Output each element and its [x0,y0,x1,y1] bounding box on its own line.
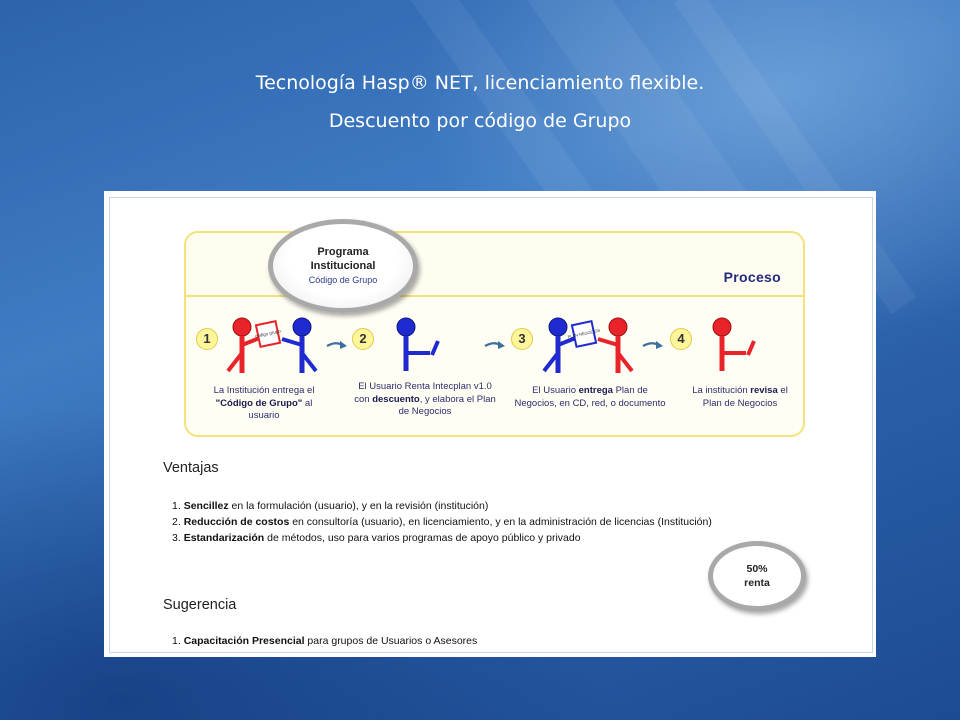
list-item: 1. Capacitación Presencial para grupos de Usuarios o Asesores [172,635,478,647]
step4-review-illustration [700,313,800,383]
list-item: 2. Reducción de costos en consultoría (usuario), en licenciamiento, y en la administración de licencias (Institución) [172,516,712,528]
arrow-right-icon [326,339,348,351]
program-badge [268,219,418,313]
step2-description: El Usuario Renta Intecplan v1.0 con descuento, y elabora el Plan de Negocios [354,381,496,417]
step1-handover-illustration [222,313,322,383]
arrow-right-icon [484,339,506,351]
step-number-1: 1 [196,328,218,350]
step3-description: El Usuario entrega Plan de Negocios, en CD, red, o documento [514,385,666,409]
slide-title-line1: Tecnología Hasp® NET, licenciamiento flexible. [255,72,705,94]
badge-line2: Institucional [310,260,376,272]
sugerencia-list [172,633,477,649]
content-panel [104,191,876,657]
content-panel-border [109,197,873,653]
step1-description: La Institución entrega el "Código de Grupo" al usuario [213,385,315,421]
process-label: Proceso [723,269,781,285]
step1-card-label: código grupo [254,328,282,339]
step3-delivery-illustration [538,313,638,383]
sugerencia-heading: Sugerencia [163,597,237,613]
list-item: 3. Estandarización de métodos, uso para varios programas de apoyo público y privado [172,532,581,544]
ventajas-list [172,498,712,546]
step3-card-label: PLAN NEGOCIOS [567,327,601,340]
ventajas-heading: Ventajas [163,460,219,476]
arrow-right-icon [642,339,664,351]
step-number-2: 2 [352,328,374,350]
step4-description: La institución revisa el Plan de Negocios [692,385,788,409]
discount-badge [708,541,806,611]
badge-line1: Programa [317,246,369,258]
badge-line3: Código de Grupo [308,275,378,285]
step-number-4: 4 [670,328,692,350]
step-number-3: 3 [511,328,533,350]
slide-title-line2: Descuento por código de Grupo [328,110,632,132]
discount-percent: 50% [746,563,768,575]
discount-label: renta [744,577,770,589]
list-item: 1. Sencillez en la formulación (usuario), y en la revisión (institución) [172,500,489,512]
step2-user-computer-illustration [382,313,482,383]
